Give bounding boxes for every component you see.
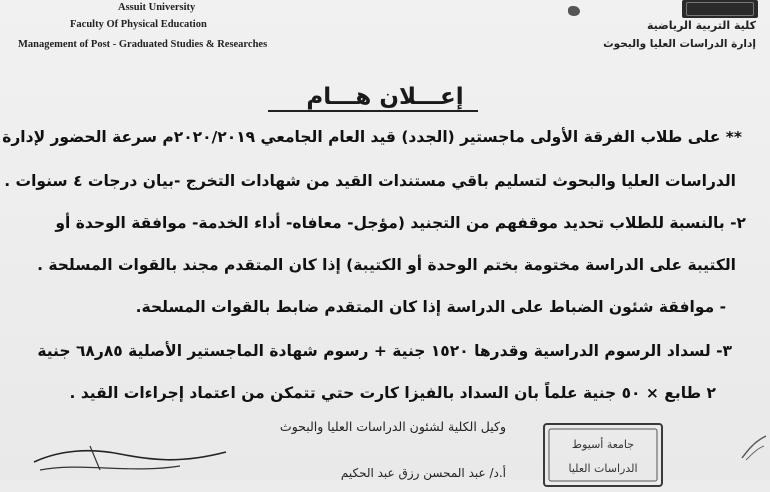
body-line: الكتيبة على الدراسة مختومة بختم الوحدة أو الكتيبة) إذا كان المتقدم مجند بالقوات المسلحة . xyxy=(37,256,736,274)
body-line: ٢- بالنسبة للطلاب تحديد موقفهم من التجنيد (مؤجل- معافاه- أداء الخدمة- موافقة الوحدة أو xyxy=(55,214,746,232)
stamp-text-top: جامعة أسيوط xyxy=(571,438,635,451)
body-line: ٣- لسداد الرسوم الدراسية وقدرها ١٥٢٠ جنية + رسوم شهادة الماجستير الأصلية ٨٥ر٦٨ جنية xyxy=(37,342,732,360)
faculty-name-ar: كلية التربية الرياضية xyxy=(646,19,756,32)
handwritten-signature xyxy=(30,440,230,480)
stamp-text-bottom: الدراسات العليا xyxy=(568,462,638,475)
signoff-name: أ.د/ عبد المحسن رزق عبد الحكيم xyxy=(340,466,506,480)
body-line: ** على طلاب الفرقة الأولى ماجستير (الجدد) قيد العام الجامعي ٢٠٢٠/٢٠١٩م سرعة الحضور لإدارة xyxy=(2,128,742,146)
management-name-ar: إدارة الدراسات العليا والبحوث xyxy=(603,38,756,50)
body-line: ٢ طابع × ٥٠ جنية علماً بان السداد بالفيزا كارت حتي تتمكن من اعتماد إجراءات القيد . xyxy=(69,384,716,402)
university-name: Assuit University xyxy=(118,2,196,13)
arabic-header xyxy=(562,0,762,60)
signoff-role: وكيل الكلية لشئون الدراسات العليا والبحوث xyxy=(279,419,506,434)
official-stamp xyxy=(538,418,668,488)
body-line: الدراسات العليا والبحوث لتسليم باقي مستندات القيد من شهادات التخرج -بيان درجات ٤ سنوات . xyxy=(4,172,736,190)
body-line: - موافقة شئون الضباط على الدراسة إذا كان المتقدم ضابط بالقوات المسلحة. xyxy=(135,298,726,316)
faculty-name: Faculty Of Physical Education xyxy=(70,19,207,30)
ink-mark xyxy=(740,432,768,462)
management-name: Management of Post - Graduated Studies & Researches xyxy=(18,39,268,50)
title-underline xyxy=(268,110,478,112)
faculty-logo-icon xyxy=(682,0,758,18)
announcement-title: إعـــلان هـــام xyxy=(306,84,464,110)
